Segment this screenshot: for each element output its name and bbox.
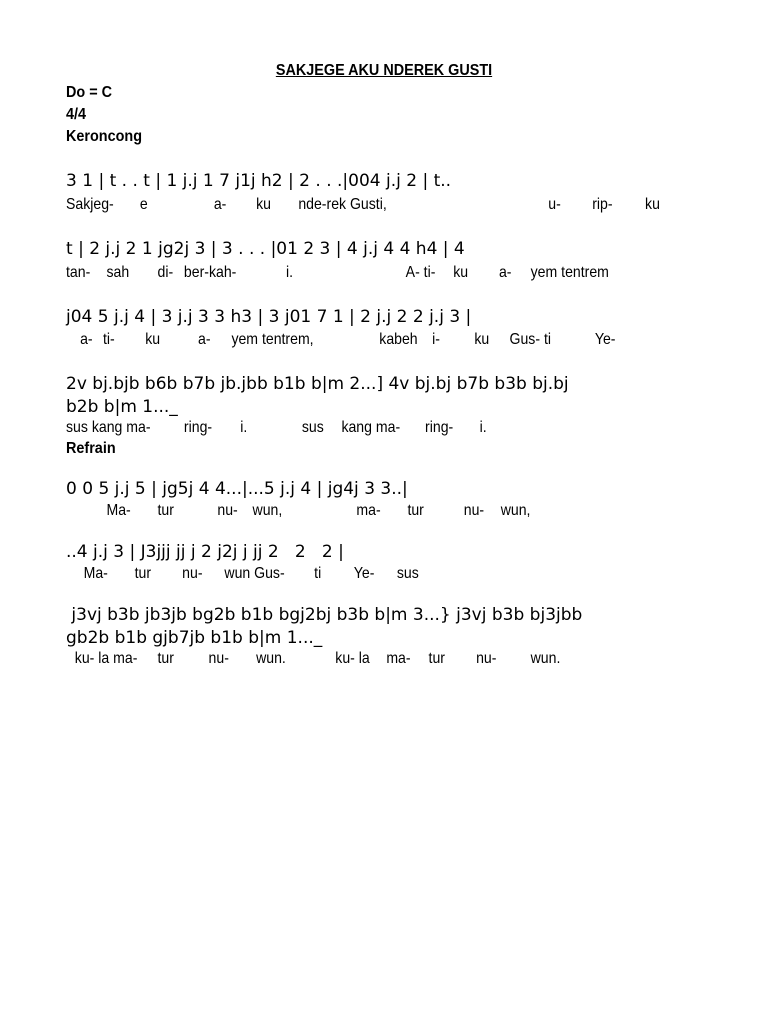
lyric-line-5	[66, 502, 682, 524]
lyric-syllable: sus	[396, 565, 419, 582]
lyric-syllable: wun,	[500, 502, 531, 519]
lyric-syllable: a-	[498, 264, 512, 281]
lyric-syllable: wun Gus-	[224, 565, 285, 582]
lyric-syllable: Ma-	[83, 565, 108, 582]
lyric-syllable: Ye-	[594, 331, 616, 348]
lyric-syllable: wun.	[256, 650, 286, 667]
lyric-syllable: tur	[428, 650, 445, 667]
notation-line-7b: gb2b b1b gjb7jb b1b b|m 1..._	[66, 628, 323, 648]
time-signature: 4/4	[66, 106, 87, 123]
lyric-syllable: a-	[213, 196, 227, 213]
lyric-syllable: tur	[134, 565, 152, 582]
lyric-syllable: tur	[157, 650, 174, 667]
notation-line-5: 0 0 5 j.j 5 | jg5j 4 4...|...5 j.j 4 | jg4j 3 3..|	[66, 479, 408, 499]
lyric-line-6	[66, 565, 682, 587]
lyric-syllable: nu-	[463, 502, 485, 519]
lyric-syllable: nu-	[217, 502, 238, 519]
lyric-syllable: Ye-	[353, 565, 375, 582]
lyric-syllable: u-	[548, 196, 561, 213]
lyric-syllable: a-	[80, 331, 93, 348]
lyric-line-4	[66, 419, 682, 441]
lyric-syllable: ti-	[102, 331, 115, 348]
lyric-syllable: ber-kah-	[183, 264, 237, 281]
lyric-line-7	[66, 650, 682, 672]
lyric-syllable: tan-	[66, 264, 91, 281]
lyric-syllable: tur	[407, 502, 424, 519]
lyric-syllable: kang ma-	[341, 419, 401, 436]
lyric-line-2	[66, 264, 682, 286]
lyric-syllable: ring-	[183, 419, 213, 436]
lyric-syllable: yem tentrem,	[231, 331, 314, 348]
song-title: SAKJEGE AKU NDEREK GUSTI	[275, 62, 493, 79]
lyric-syllable: i-	[432, 331, 440, 348]
notation-line-4: 2v bj.bjb b6b b7b jb.jbb b1b b|m 2...] 4v bj.bj b7b b3b bj.bj	[66, 374, 569, 394]
lyric-syllable: Ma-	[106, 502, 131, 519]
refrain-label: Refrain	[66, 440, 116, 457]
lyric-syllable: Gus- ti	[509, 331, 551, 348]
notation-line-7: j3vj b3b jb3jb bg2b b1b bgj2bj b3b b|m 3...} j3vj b3b bj3jbb	[66, 605, 583, 625]
lyric-syllable: nu-	[208, 650, 229, 667]
lyric-syllable: ma-	[356, 502, 381, 519]
lyric-syllable: ku- la	[335, 650, 370, 667]
lyric-syllable: wun.	[530, 650, 561, 667]
lyric-syllable: kabeh	[379, 331, 418, 348]
lyric-syllable: ma-	[386, 650, 411, 667]
notation-line-1: 3 1 | t . . t | 1 j.j 1 7 j1j h2 | 2 . . .|004 j.j 2 | t..	[66, 171, 452, 191]
lyric-syllable: a-	[198, 331, 211, 348]
lyric-syllable: ku	[645, 196, 660, 213]
lyric-syllable: i.	[240, 419, 248, 436]
lyric-syllable: ku	[453, 264, 469, 281]
lyric-syllable: tur	[157, 502, 174, 519]
lyric-syllable: ku	[474, 331, 490, 348]
lyric-syllable: ring-	[425, 419, 454, 436]
lyric-syllable: A- ti-	[405, 264, 436, 281]
lyric-syllable: i.	[479, 419, 487, 436]
lyric-syllable: nu-	[476, 650, 497, 667]
lyric-syllable: yem tentrem	[530, 264, 609, 281]
lyric-syllable: e	[139, 196, 148, 213]
lyric-syllable: sah	[106, 264, 130, 281]
lyric-line-1	[66, 196, 682, 218]
style-label: Keroncong	[66, 128, 143, 145]
lyric-line-3	[66, 331, 682, 353]
lyric-syllable: ku	[256, 196, 271, 213]
lyric-syllable: di-	[157, 264, 174, 281]
lyric-syllable: wun,	[252, 502, 283, 519]
lyric-syllable: ku- la ma-	[74, 650, 138, 667]
lyric-syllable: sus	[301, 419, 324, 436]
notation-line-6: ..4 j.j 3 | J3jjj jj j 2 j2j j jj 2 2 2 |	[66, 542, 344, 562]
lyric-syllable: nu-	[182, 565, 203, 582]
notation-line-4b: b2b b|m 1..._	[66, 397, 178, 417]
lyric-syllable: ku	[145, 331, 161, 348]
lyric-syllable: ti	[314, 565, 322, 582]
notation-line-3: j04 5 j.j 4 | 3 j.j 3 3 h3 | 3 j01 7 1 | 2 j.j 2 2 j.j 3 |	[66, 307, 472, 327]
notation-line-2: t | 2 j.j 2 1 jg2j 3 | 3 . . . |01 2 3 | 4 j.j 4 4 h4 | 4	[66, 239, 465, 259]
lyric-syllable: Sakjeg-	[66, 196, 114, 213]
lyric-syllable: i.	[286, 264, 294, 281]
lyric-syllable: sus kang ma-	[66, 419, 151, 436]
key-label: Do = C	[66, 84, 113, 101]
lyric-syllable: rip-	[592, 196, 613, 213]
lyric-syllable: nde-rek Gusti,	[298, 196, 387, 213]
